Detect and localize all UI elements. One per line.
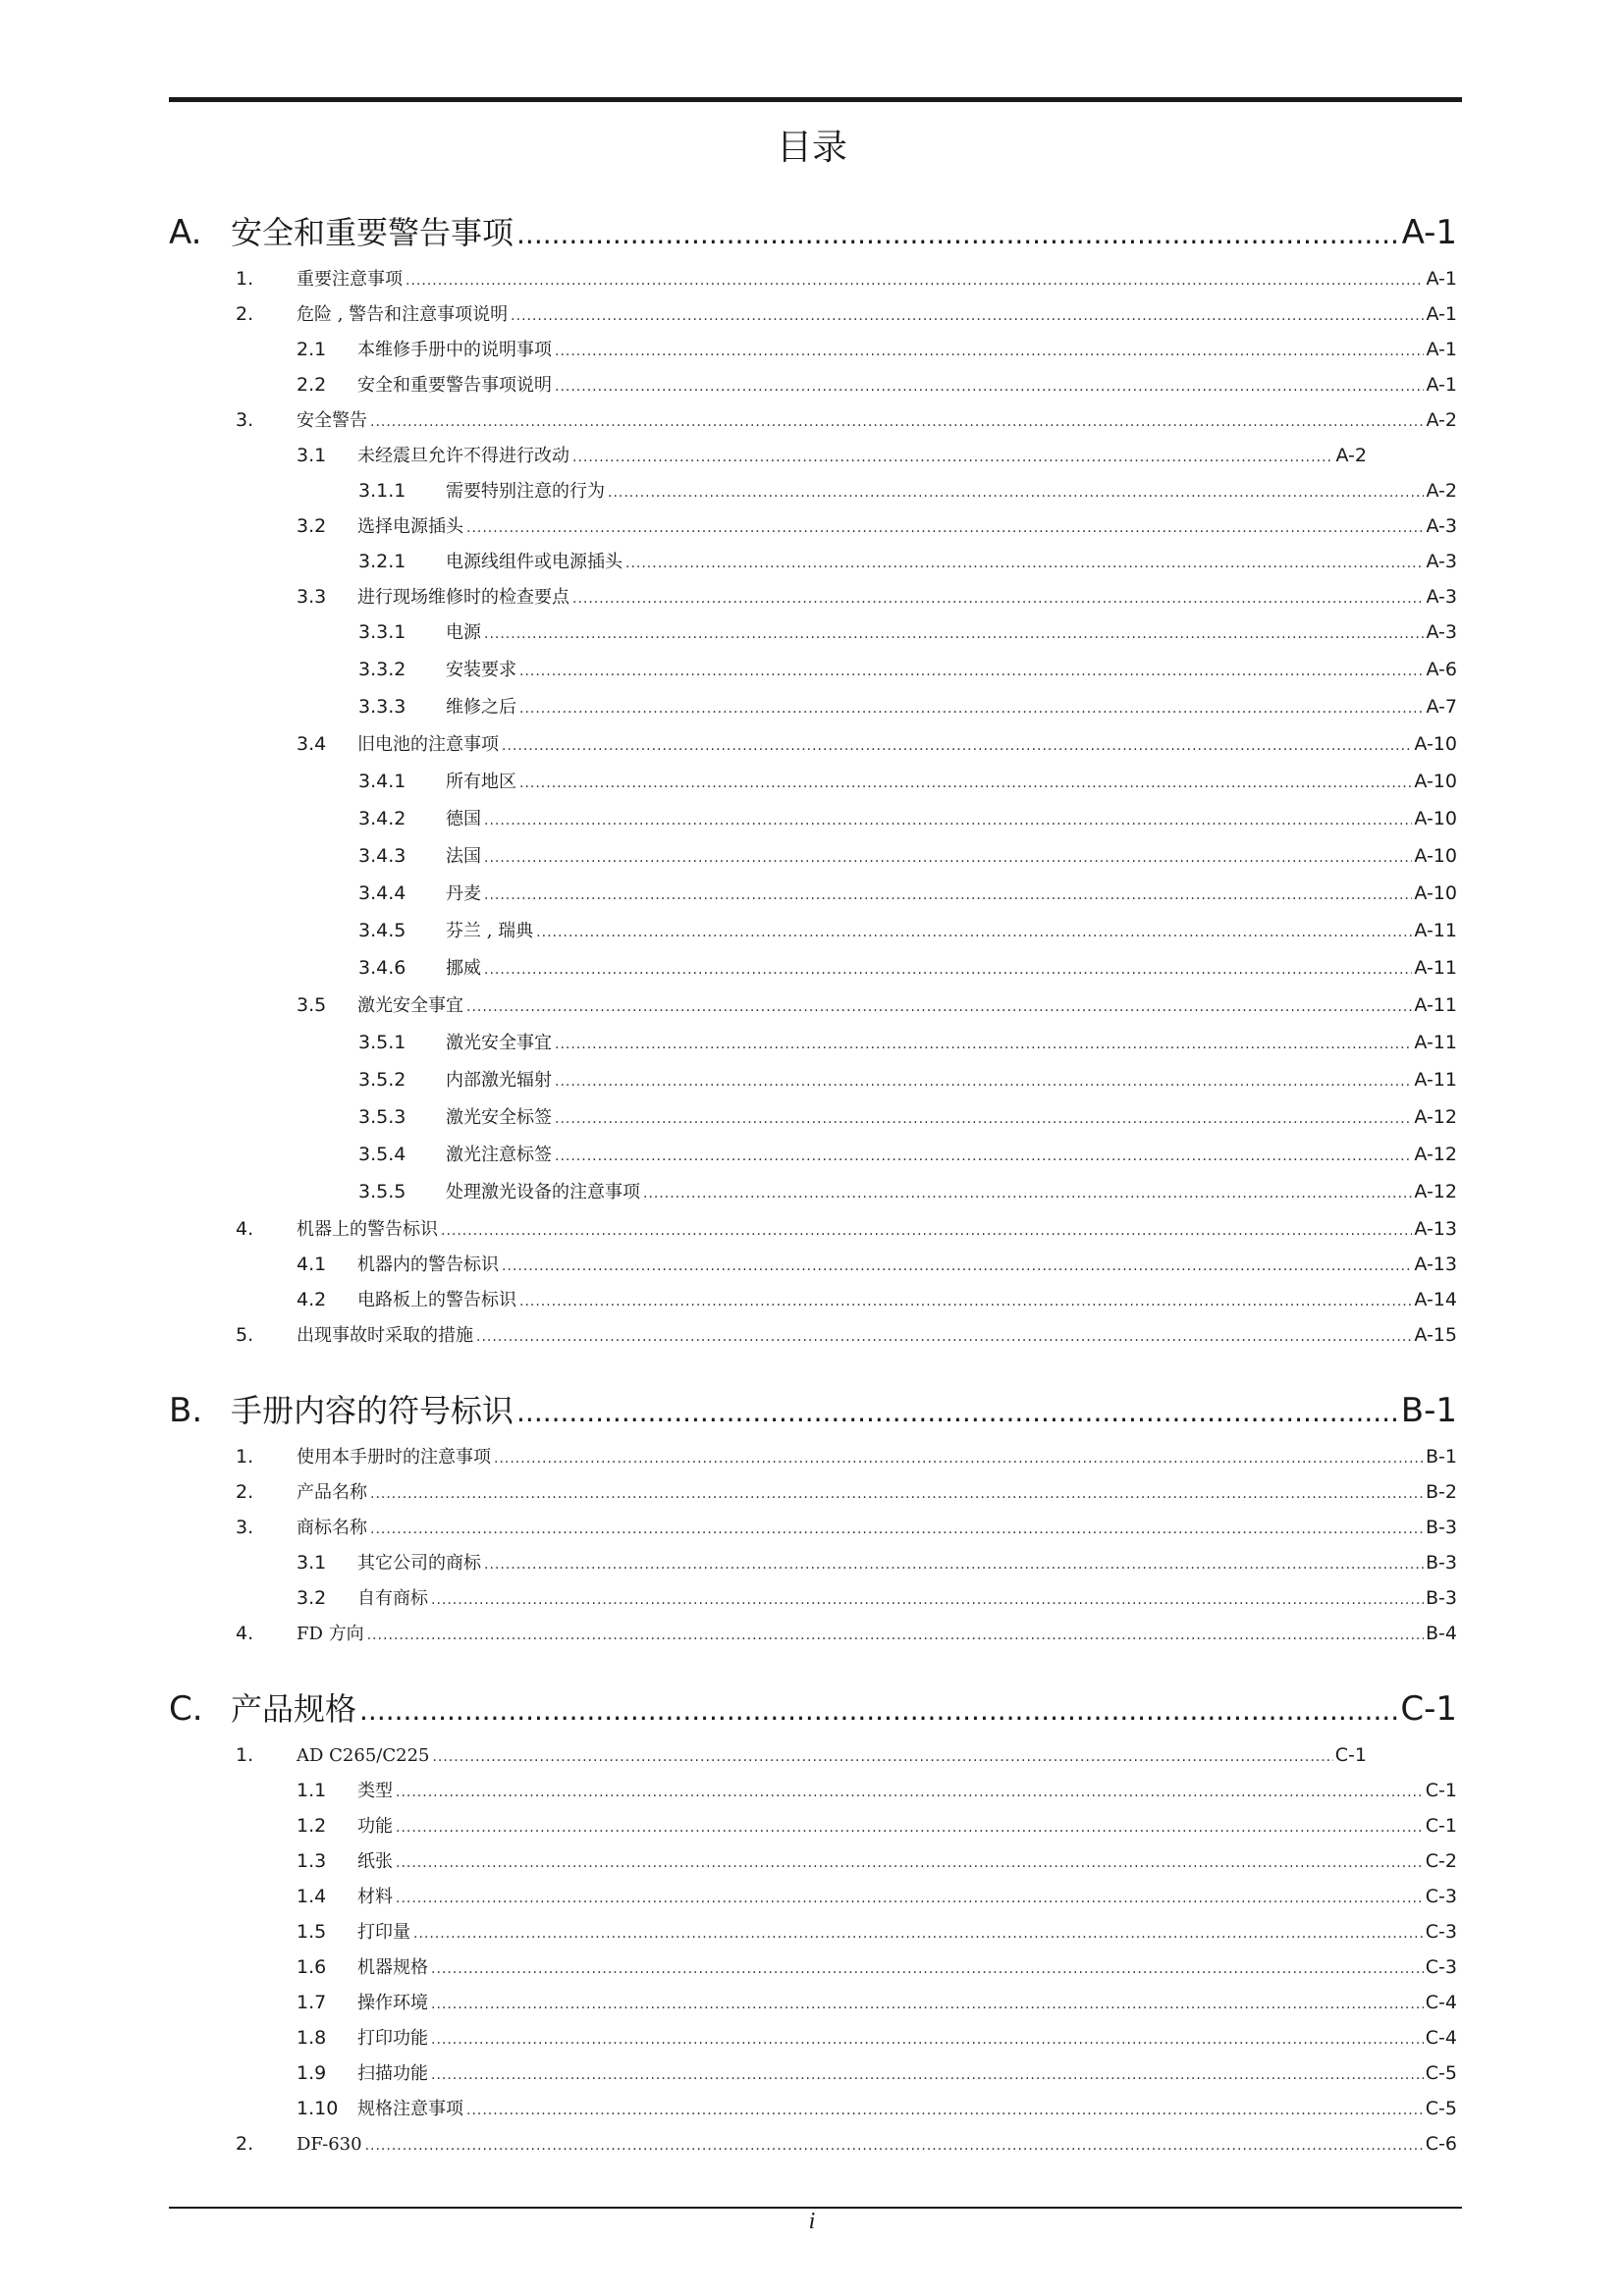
toc-entry[interactable]: [358, 550, 1457, 575]
toc-title: 处理激光设备的注意事项: [446, 1182, 640, 1202]
toc-number: 2.: [236, 2133, 254, 2155]
toc-title: 扫描功能: [357, 2063, 428, 2084]
toc-number: 3.2: [297, 515, 327, 537]
toc-number: 3.1: [297, 1552, 327, 1574]
toc-title: 丹麦: [446, 883, 481, 904]
toc-title: 安全警告: [297, 410, 367, 431]
toc-page-ref: A-12: [1414, 1106, 1457, 1128]
toc-number: 1.: [236, 1744, 254, 1766]
toc-number: B.: [169, 1391, 203, 1430]
dot-leader: [413, 1922, 1424, 1946]
toc-page-ref: A-10: [1414, 882, 1457, 904]
dot-leader: [516, 214, 1400, 255]
dot-leader: [519, 1290, 1412, 1313]
dot-leader: [625, 552, 1424, 575]
toc-number: 1.2: [297, 1815, 327, 1837]
toc-entry[interactable]: [358, 807, 1457, 832]
toc-page-ref: A-2: [1426, 409, 1457, 431]
toc-entry[interactable]: [236, 1323, 1457, 1349]
toc-title: 产品名称: [297, 1482, 367, 1503]
toc-title: 芬兰 , 瑞典: [446, 921, 534, 941]
toc-entry[interactable]: [358, 1180, 1457, 1205]
toc-title: 危险 , 警告和注意事项说明: [297, 304, 509, 325]
toc-title: 操作环境: [357, 1993, 428, 2013]
toc-title: 维修之后: [446, 697, 516, 718]
toc-title: DF-630: [297, 2134, 362, 2155]
toc-page-ref: A-3: [1426, 586, 1457, 608]
toc-page-ref: A-3: [1426, 621, 1457, 643]
toc-number: 3.5.3: [358, 1106, 406, 1128]
toc-number: 3.3.3: [358, 696, 406, 718]
toc-number: 1.5: [297, 1921, 327, 1943]
toc-entry[interactable]: [358, 1143, 1457, 1168]
toc-number: 4.: [236, 1623, 254, 1644]
toc-title: 需要特别注意的行为: [446, 481, 605, 502]
toc-title: 重要注意事项: [297, 269, 403, 290]
toc-entry[interactable]: [236, 267, 1457, 293]
dot-leader: [572, 587, 1424, 611]
toc-number: 3.: [236, 1517, 254, 1538]
dot-leader: [484, 958, 1412, 982]
dot-leader: [396, 1781, 1424, 1804]
toc-number: 1.: [236, 268, 254, 290]
dot-leader: [643, 1182, 1412, 1205]
toc-entry[interactable]: [297, 1955, 1457, 1981]
dot-leader: [370, 410, 1424, 434]
toc-number: 1.9: [297, 2062, 327, 2084]
toc-title: 激光安全事宜: [446, 1033, 552, 1053]
toc-number: 2.2: [297, 374, 327, 396]
dot-leader: [431, 1588, 1424, 1612]
toc-entry[interactable]: [297, 2026, 1457, 2052]
dot-leader: [502, 734, 1412, 758]
dot-leader: [555, 340, 1424, 363]
toc-page-ref: C-1: [1400, 1689, 1457, 1729]
toc-page-ref: A-12: [1414, 1144, 1457, 1165]
toc-page-ref: A-11: [1414, 1069, 1457, 1091]
dot-leader: [555, 1033, 1412, 1056]
dot-leader: [494, 1447, 1424, 1470]
toc-number: 3.4.4: [358, 882, 406, 904]
toc-entry[interactable]: [358, 1031, 1457, 1056]
toc-page-ref: B-1: [1400, 1391, 1457, 1430]
toc-page-ref: C-3: [1425, 1921, 1457, 1943]
toc-entry[interactable]: [297, 993, 1457, 1019]
toc-page-ref: C-1: [1425, 1780, 1457, 1801]
dot-leader: [431, 1993, 1424, 2016]
toc-title: 电源线组件或电源插头: [446, 552, 623, 572]
toc-entry[interactable]: [297, 732, 1457, 758]
toc-title: 机器内的警告标识: [357, 1255, 499, 1275]
toc-title: 激光安全标签: [446, 1107, 552, 1128]
dot-leader: [555, 375, 1424, 399]
toc-number: 3.3.2: [358, 659, 406, 680]
dot-leader: [359, 1690, 1398, 1732]
dot-leader: [608, 481, 1424, 505]
dot-leader: [431, 2063, 1424, 2087]
toc-page-ref: A-10: [1414, 771, 1457, 792]
toc-entry[interactable]: [358, 770, 1457, 795]
toc-title: 打印量: [357, 1922, 410, 1943]
toc-number: 3.1.1: [358, 480, 406, 502]
toc-title: AD C265/C225: [297, 1745, 430, 1766]
toc-title: 德国: [446, 809, 481, 829]
dot-leader: [519, 772, 1412, 795]
dot-leader: [466, 516, 1424, 540]
dot-leader: [555, 1070, 1412, 1094]
toc-entry[interactable]: [358, 919, 1457, 944]
dot-leader: [396, 1851, 1424, 1875]
toc-page-ref: A-1: [1426, 374, 1457, 396]
page-number: i: [808, 2209, 816, 2234]
toc-entry[interactable]: [297, 1849, 1457, 1875]
toc-number: 2.: [236, 1481, 254, 1503]
dot-leader: [511, 304, 1424, 328]
toc-entry[interactable]: [297, 1253, 1457, 1278]
toc-entry[interactable]: [236, 1622, 1457, 1647]
toc-entry[interactable]: [297, 1586, 1457, 1612]
toc-entry[interactable]: [297, 514, 1457, 540]
toc-title: 机器规格: [357, 1957, 428, 1978]
toc-entry[interactable]: [236, 408, 1457, 434]
dot-leader: [519, 660, 1424, 683]
dot-leader: [502, 1255, 1412, 1278]
toc-number: 3.2: [297, 1587, 327, 1609]
toc-title: 所有地区: [446, 772, 516, 792]
toc-number: 1.6: [297, 1956, 327, 1978]
dot-leader: [365, 2134, 1424, 2158]
toc-page-ref: B-3: [1426, 1587, 1457, 1609]
toc-page-ref: A-10: [1414, 845, 1457, 867]
toc-entry[interactable]: [297, 1551, 1457, 1576]
toc-page-ref: C-5: [1425, 2098, 1457, 2119]
toc-entry[interactable]: [236, 1445, 1457, 1470]
toc-number: 4.2: [297, 1289, 327, 1310]
toc-title: 其它公司的商标: [357, 1553, 481, 1574]
toc-entry[interactable]: [358, 1105, 1457, 1131]
toc-title: 产品规格: [231, 1690, 357, 1728]
toc-number: 3.4.2: [358, 808, 406, 829]
toc-title: 机器上的警告标识: [297, 1219, 438, 1240]
toc-title: 使用本手册时的注意事项: [297, 1447, 491, 1468]
dot-leader: [484, 1553, 1424, 1576]
toc-number: 1.7: [297, 1992, 327, 2013]
toc-entry[interactable]: [236, 2132, 1457, 2158]
dot-leader: [519, 697, 1424, 721]
toc-page-ref: B-1: [1426, 1446, 1457, 1468]
toc-page-ref: A-11: [1414, 957, 1457, 979]
toc-entry[interactable]: [297, 444, 1367, 469]
toc-entry[interactable]: [297, 1814, 1457, 1840]
dot-leader: [536, 921, 1412, 944]
toc-title: FD 方向: [297, 1624, 364, 1644]
toc-number: 3.5.4: [358, 1144, 406, 1165]
toc-title: 未经震旦允许不得进行改动: [357, 446, 569, 466]
toc-page-ref: C-3: [1425, 1886, 1457, 1907]
toc-page-ref: B-3: [1426, 1552, 1457, 1574]
toc-entry[interactable]: [236, 1217, 1457, 1243]
toc-page-ref: A-2: [1426, 480, 1457, 502]
toc-entry[interactable]: [358, 658, 1457, 683]
toc-page-ref: C-3: [1425, 1956, 1457, 1978]
toc-page-ref: A-11: [1414, 994, 1457, 1016]
toc-number: 3.4.6: [358, 957, 406, 979]
toc-entry[interactable]: [236, 1743, 1367, 1769]
toc-title: 纸张: [357, 1851, 393, 1872]
toc-number: 3.4.3: [358, 845, 406, 867]
toc-title: 规格注意事项: [357, 2099, 463, 2119]
toc-number: 3.3: [297, 586, 327, 608]
toc-entry[interactable]: [297, 338, 1457, 363]
dot-leader: [370, 1482, 1424, 1506]
toc-number: C.: [169, 1689, 203, 1729]
toc-title: 手册内容的符号标识: [231, 1392, 514, 1429]
toc-number: 2.: [236, 303, 254, 325]
toc-page-ref: A-1: [1426, 303, 1457, 325]
toc-number: 3.5: [297, 994, 327, 1016]
toc-page-ref: A-3: [1426, 515, 1457, 537]
dot-leader: [432, 1745, 1332, 1769]
toc-page-ref: A-15: [1414, 1324, 1457, 1346]
toc-title: 本维修手册中的说明事项: [357, 340, 552, 360]
toc-number: 3.5.2: [358, 1069, 406, 1091]
toc-section[interactable]: [169, 1688, 1457, 1732]
toc-title: 商标名称: [297, 1518, 367, 1538]
toc-number: 3.1: [297, 445, 327, 466]
toc-entry[interactable]: [297, 1991, 1457, 2016]
toc-section[interactable]: [169, 1390, 1457, 1433]
dot-leader: [476, 1325, 1412, 1349]
toc-page-ref: A-1: [1426, 339, 1457, 360]
toc-entry[interactable]: [297, 1920, 1457, 1946]
dot-leader: [466, 2099, 1424, 2122]
toc-title: 出现事故时采取的措施: [297, 1325, 473, 1346]
dot-leader: [572, 446, 1333, 469]
dot-leader: [396, 1887, 1424, 1910]
toc-entry[interactable]: [358, 956, 1457, 982]
toc-entry[interactable]: [236, 302, 1457, 328]
page-title: 目录: [776, 128, 847, 168]
toc-title: 选择电源插头: [357, 516, 463, 537]
dot-leader: [484, 622, 1424, 646]
toc-page-ref: C-2: [1425, 1850, 1457, 1872]
dot-leader: [555, 1145, 1412, 1168]
toc-entry[interactable]: [297, 2061, 1457, 2087]
toc-page-ref: C-6: [1425, 2133, 1457, 2155]
toc-number: 5.: [236, 1324, 254, 1346]
toc-page-ref: C-5: [1425, 2062, 1457, 2084]
toc-entry[interactable]: [358, 1068, 1457, 1094]
toc-page-ref: B-2: [1426, 1481, 1457, 1503]
toc-number: 4.: [236, 1218, 254, 1240]
toc-number: 3.4: [297, 733, 327, 755]
toc-number: 4.1: [297, 1254, 327, 1275]
toc-page-ref: A-2: [1335, 445, 1367, 466]
toc-title: 电源: [446, 622, 481, 643]
dot-leader: [406, 269, 1424, 293]
toc-page-ref: A-1: [1426, 268, 1457, 290]
toc-title: 激光注意标签: [446, 1145, 552, 1165]
toc-entry[interactable]: [297, 585, 1457, 611]
toc-page-ref: A-10: [1414, 808, 1457, 829]
toc-number: 3.4.1: [358, 771, 406, 792]
toc-title: 内部激光辐射: [446, 1070, 552, 1091]
toc-number: 3.: [236, 409, 254, 431]
toc-title: 进行现场维修时的检查要点: [357, 587, 569, 608]
toc-title: 电路板上的警告标识: [357, 1290, 516, 1310]
toc-number: 1.1: [297, 1780, 327, 1801]
toc-number: 3.4.5: [358, 920, 406, 941]
toc-entry[interactable]: [358, 620, 1457, 646]
dot-leader: [484, 883, 1412, 907]
toc-page-ref: A-10: [1414, 733, 1457, 755]
toc-page-ref: A-11: [1414, 1032, 1457, 1053]
toc-title: 安装要求: [446, 660, 516, 680]
toc-title: 自有商标: [357, 1588, 428, 1609]
dot-leader: [367, 1624, 1424, 1647]
toc-page-ref: A-7: [1426, 696, 1457, 718]
toc-entry[interactable]: [236, 1516, 1457, 1541]
toc-page-ref: A-6: [1426, 659, 1457, 680]
toc-entry[interactable]: [297, 1779, 1457, 1804]
toc-entry[interactable]: [297, 1288, 1457, 1313]
toc-number: 3.5.1: [358, 1032, 406, 1053]
toc-page-ref: A-13: [1414, 1254, 1457, 1275]
toc-title: 类型: [357, 1781, 393, 1801]
toc-entry[interactable]: [236, 1480, 1457, 1506]
toc-number: 1.: [236, 1446, 254, 1468]
toc-title: 安全和重要警告事项说明: [357, 375, 552, 396]
dot-leader: [431, 1957, 1424, 1981]
toc-page-ref: B-3: [1426, 1517, 1457, 1538]
toc-page-ref: A-3: [1426, 551, 1457, 572]
dot-leader: [441, 1219, 1412, 1243]
toc-page-ref: C-1: [1334, 1744, 1367, 1766]
toc-title: 打印功能: [357, 2028, 428, 2049]
toc-title: 挪威: [446, 958, 481, 979]
toc-section[interactable]: [169, 212, 1457, 255]
toc-number: 3.2.1: [358, 551, 406, 572]
dot-leader: [431, 2028, 1424, 2052]
dot-leader: [516, 1392, 1399, 1433]
toc-page-ref: A-14: [1414, 1289, 1457, 1310]
dot-leader: [484, 809, 1412, 832]
dot-leader: [396, 1816, 1424, 1840]
toc-number: 1.8: [297, 2027, 327, 2049]
toc-number: 2.1: [297, 339, 327, 360]
toc-entry[interactable]: [297, 1885, 1457, 1910]
toc-page-ref: A-12: [1414, 1181, 1457, 1202]
toc-page-ref: C-1: [1425, 1815, 1457, 1837]
toc-title: 旧电池的注意事项: [357, 734, 499, 755]
toc-number: 1.3: [297, 1850, 327, 1872]
toc-page-ref: C-4: [1425, 1992, 1457, 2013]
toc-page-ref: B-4: [1426, 1623, 1457, 1644]
dot-leader: [466, 995, 1412, 1019]
toc-entry[interactable]: [297, 373, 1457, 399]
toc-title: 法国: [446, 846, 481, 867]
toc-entry[interactable]: [358, 881, 1457, 907]
dot-leader: [370, 1518, 1424, 1541]
toc-number: A.: [169, 213, 202, 252]
toc-entry[interactable]: [297, 2097, 1457, 2122]
toc-title: 激光安全事宜: [357, 995, 463, 1016]
toc-number: 3.5.5: [358, 1181, 406, 1202]
toc-entry[interactable]: [358, 844, 1457, 870]
toc-page-ref: A-11: [1414, 920, 1457, 941]
toc-entry[interactable]: [358, 695, 1457, 721]
toc-number: 1.4: [297, 1886, 327, 1907]
toc-title: 材料: [357, 1887, 393, 1907]
dot-leader: [484, 846, 1412, 870]
toc-number: 1.10: [297, 2098, 339, 2119]
toc-number: 3.3.1: [358, 621, 406, 643]
toc-page-ref: A-1: [1401, 213, 1457, 252]
toc-title: 安全和重要警告事项: [231, 214, 514, 251]
toc-entry[interactable]: [358, 479, 1457, 505]
toc-page-ref: C-4: [1425, 2027, 1457, 2049]
dot-leader: [555, 1107, 1412, 1131]
toc-page-ref: A-13: [1414, 1218, 1457, 1240]
toc-title: 功能: [357, 1816, 393, 1837]
